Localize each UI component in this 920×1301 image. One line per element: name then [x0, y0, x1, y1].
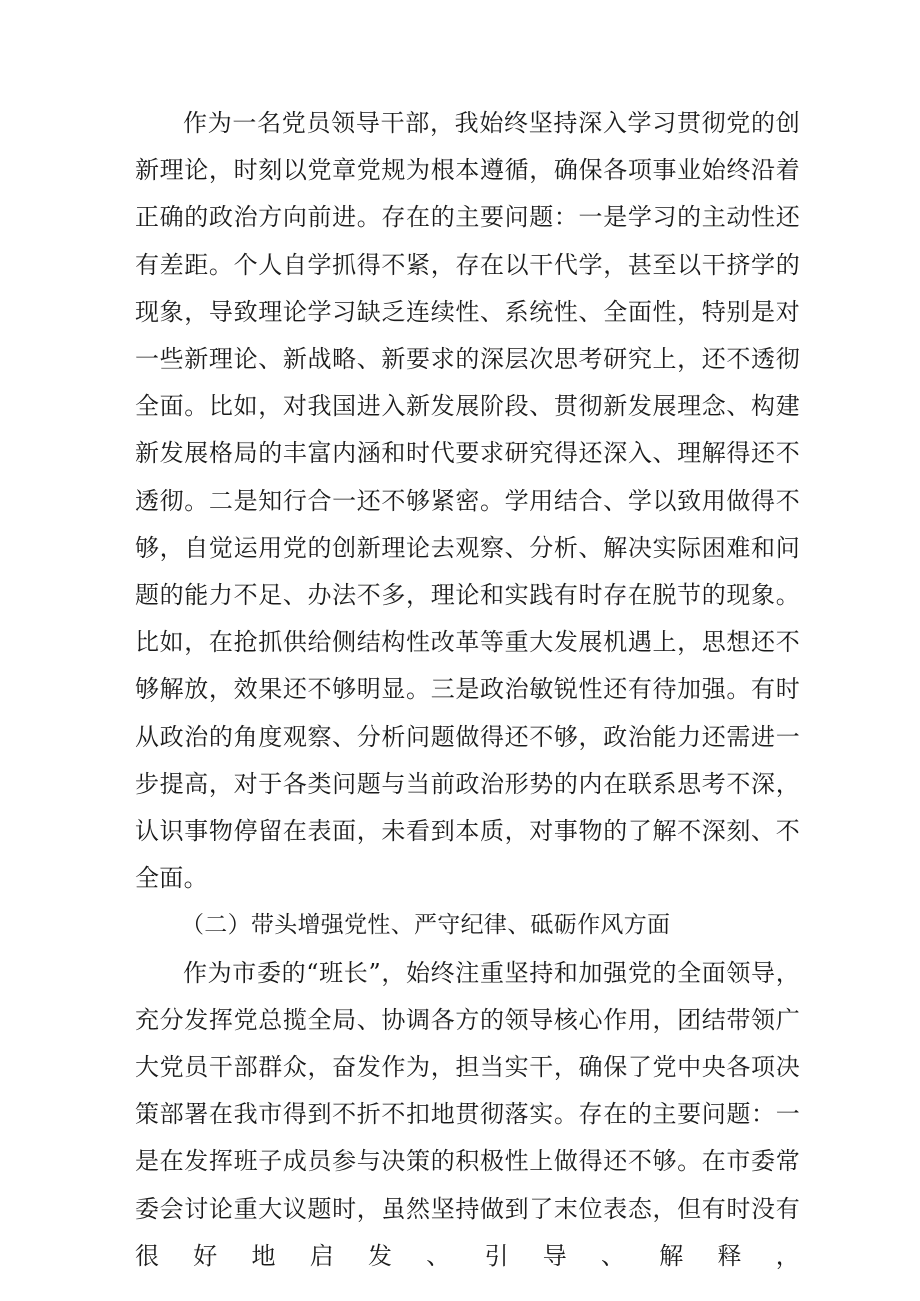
paragraph-leadership: 作为市委的“班长”，始终注重坚持和加强党的全面领导，充分发挥党总揽全局、协调各方的领导核心作用，团结带领广大党员干部群众，奋发作为，担当实干，确保了党中央各项决策部署在我市得到不折不扣地贯彻落实。存在的主要问题：一是在发挥班子成员参与决策的积极性上做得还不够。在市委常委会讨论重大议题时，虽然坚持做到了末位表态，但有时没有很好地启发、引导、解释， [135, 958, 800, 1270]
paragraph-political-study: 作为一名党员领导干部，我始终坚持深入学习贯彻党的创新理论，时刻以党章党规为根本遵循，确保各项事业始终沿着正确的政治方向前进。存在的主要问题：一是学习的主动性还有差距。个人自学抓得不紧，存在以干代学，甚至以干挤学的现象，导致理论学习缺乏连续性、系统性、全面性，特别是对一些新理论、新战略、新要求的深层次思考研究上，还不透彻全面。比如，对我国进入新发展阶段、贯彻新发展理念、构建新发展格局的丰富内涵和时代要求研究得还深入、理解得还不透彻。二是知行合一还不够紧密。学用结合、学以致用做得不够，自觉运用党的创新理论去观察、分析、解决实际困难和问题的能力不足、办法不多，理论和实践有时存在脱节的现象。比如，在抢抓供给侧结构性改革等重大发展机遇上，思想还不够解放，效果还不够明显。三是政治敏锐性还有待加强。有时从政治的角度观察、分析问题做得还不够，政治能力还需进一步提高，对于各类问题与当前政治形势的内在联系思考不深，认识事物停留在表面，未看到本质，对事物的了解不深刻、不全面。 [135, 109, 800, 893]
document-body [135, 100, 800, 1280]
section-heading-party-discipline: （二）带头增强党性、严守纪律、砥砺作风方面 [181, 912, 671, 939]
